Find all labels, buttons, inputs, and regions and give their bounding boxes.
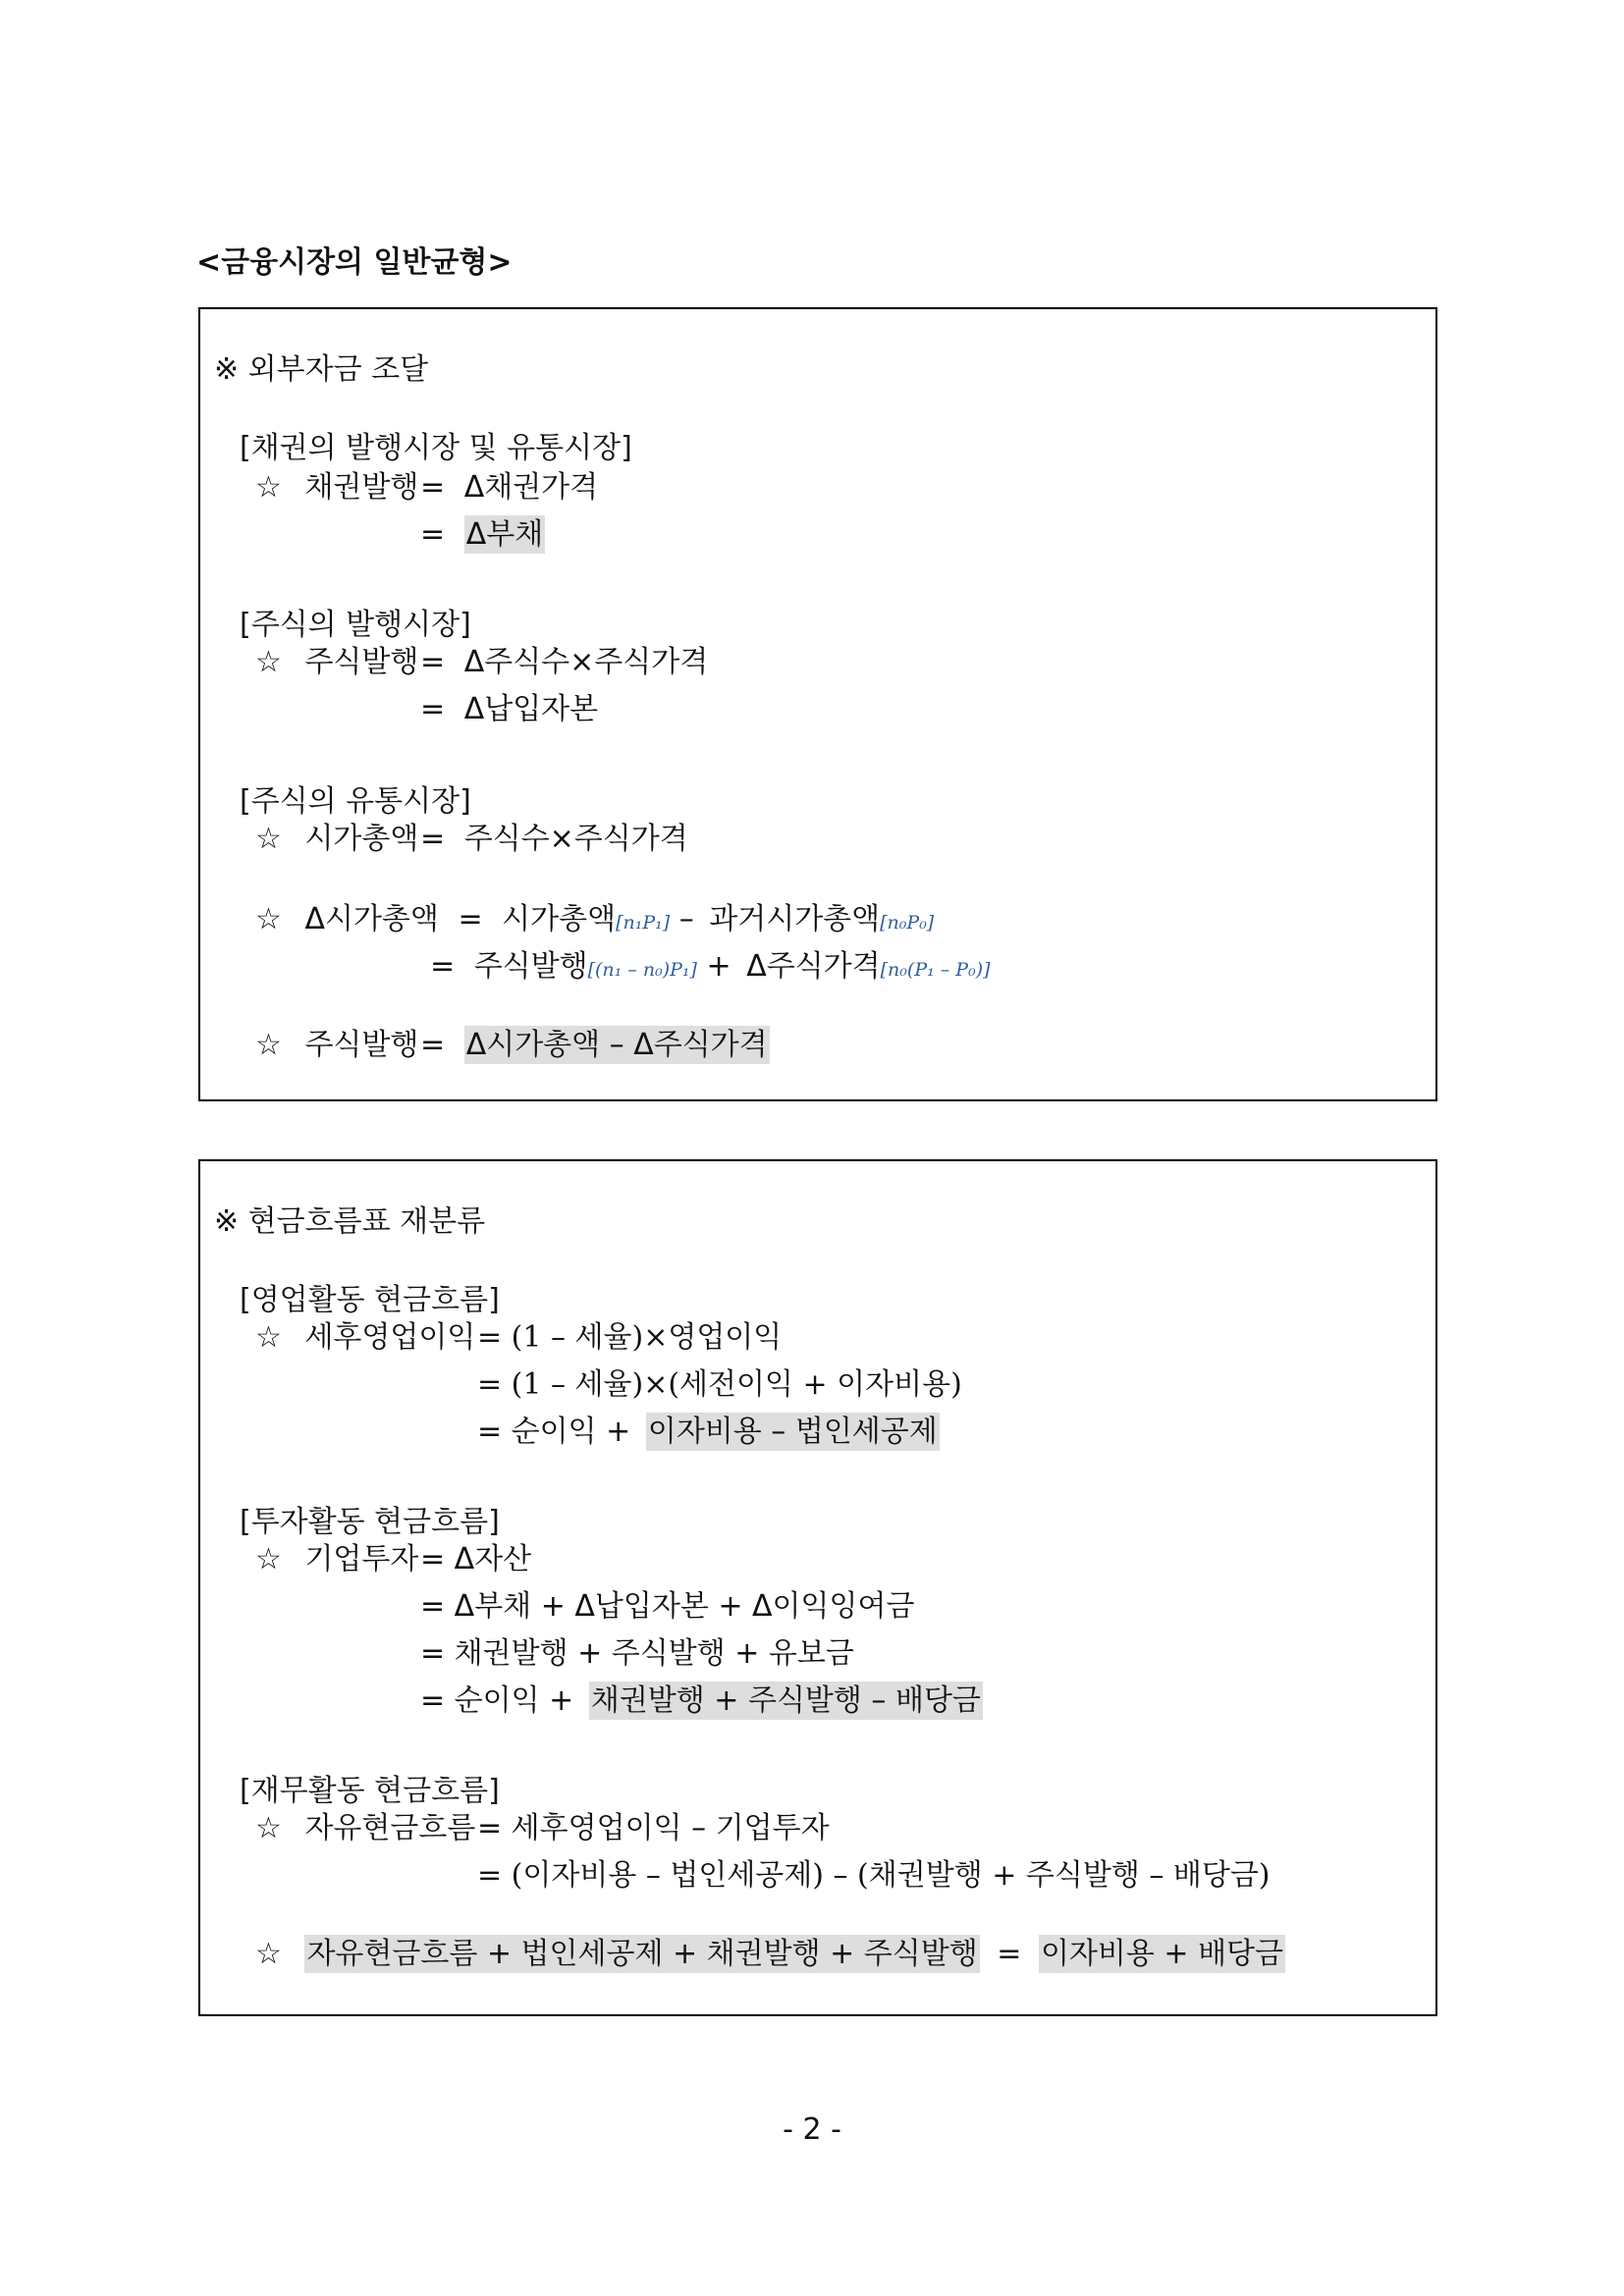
star-icon: ☆ [255, 1811, 282, 1845]
formula-subscript: [(n₁ – n₀)P₁] [587, 959, 697, 981]
formula-financing-equilibrium [255, 1935, 1285, 1974]
formula-rhs-line: = 세후영업이익 – 기업투자 [477, 1811, 830, 1845]
section-heading-bond-market: [채권의 발행시장 및 유통시장] [240, 431, 632, 465]
equals-sign: = [430, 949, 456, 984]
highlighted-term: Δ시가총액 – Δ주식가격 [465, 1028, 768, 1062]
equals-sign: = [420, 1028, 446, 1062]
formula-term: Δ주식가격 [746, 949, 881, 984]
formula-rhs-line: = (1 – 세율)×(세전이익 + 이자비용) [477, 1367, 962, 1402]
star-icon: ☆ [255, 1542, 282, 1576]
formula-subscript: [n₀(P₁ – P₀)] [880, 959, 991, 981]
formula-delta-market-cap [255, 900, 934, 942]
formula-term: 과거시가총액 [709, 902, 881, 936]
highlighted-term: 이자비용 + 배당금 [1040, 1937, 1284, 1971]
star-icon: ☆ [255, 645, 282, 679]
formula-lhs: Δ시가총액 [304, 902, 439, 936]
formula-lhs: 주식발행 [304, 1028, 419, 1062]
formula-after-tax-operating-income [255, 1318, 475, 1358]
formula-subscript: [n₀P₀] [880, 912, 935, 934]
formula-rhs-line: = Δ부채 + Δ납입자본 + Δ이익잉여금 [420, 1589, 915, 1624]
formula-corporate-investment [255, 1540, 418, 1579]
box-title-external-funding: ※ 외부자금 조달 [214, 352, 429, 387]
formula-bond-issuance [255, 468, 418, 507]
formula-stock-issuance-rhs [420, 643, 708, 682]
star-icon: ☆ [255, 902, 282, 936]
formula-rhs: 주식수×주식가격 [463, 822, 688, 856]
formula-rhs: Δ채권가격 [463, 470, 599, 505]
formula-rhs-line [420, 1682, 983, 1721]
page-title: <금융시장의 일반균형> [196, 245, 513, 280]
formula-rhs-line: = (이자비용 – 법인세공제) – (채권발행 + 주식발행 – 배당금) [477, 1858, 1271, 1893]
equals-sign: = [420, 470, 446, 505]
formula-rhs-line: = Δ자산 [420, 1542, 532, 1576]
equals-sign: = [458, 902, 483, 936]
highlighted-term: 자유현금흐름 + 법인세공제 + 채권발행 + 주식발행 [306, 1937, 978, 1971]
equals-sign: = [420, 645, 446, 679]
formula-lhs: 자유현금흐름 [304, 1811, 476, 1845]
cash-flow-reclassification-box [198, 1159, 1437, 2016]
formula-bond-liability [420, 515, 545, 555]
equals-sign: = [420, 517, 446, 552]
formula-bond-issuance-rhs [420, 468, 598, 507]
page-number: - 2 - [783, 2112, 841, 2147]
external-funding-box [198, 307, 1437, 1101]
section-heading-stock-trading-market: [주식의 유통시장] [240, 784, 471, 819]
formula-paid-in-capital [420, 690, 598, 729]
box-title-cash-flow: ※ 현금흐름표 재분류 [214, 1204, 486, 1239]
equals-sign: = [420, 822, 446, 856]
equals-sign: = [420, 692, 446, 726]
formula-market-cap-rhs [420, 820, 688, 859]
section-heading-operating-cash-flow: [영업활동 현금흐름] [240, 1283, 500, 1317]
formula-delta-market-cap-decomp [430, 947, 991, 989]
section-heading-investing-cash-flow: [투자활동 현금흐름] [240, 1505, 500, 1539]
section-heading-financing-cash-flow: [재무활동 현금흐름] [240, 1774, 500, 1808]
formula-market-cap [255, 820, 418, 859]
formula-rhs: Δ주식수×주식가격 [463, 645, 709, 679]
formula-lhs: 기업투자 [304, 1542, 419, 1576]
formula-lhs: 채권발행 [304, 470, 419, 505]
formula-stock-issuance-equilibrium-rhs [420, 1026, 770, 1065]
star-icon: ☆ [255, 822, 282, 856]
formula-rhs-line [477, 1413, 940, 1452]
formula-subscript: [n₁P₁] [616, 912, 671, 934]
formula-rhs-line: = (1 – 세율)×영업이익 [477, 1320, 783, 1355]
star-icon: ☆ [255, 1320, 282, 1355]
highlighted-term: Δ부채 [465, 517, 544, 552]
equals-sign: = [997, 1937, 1022, 1971]
formula-lhs: 시가총액 [304, 822, 419, 856]
highlighted-term: 채권발행 + 주식발행 – 배당금 [590, 1683, 981, 1718]
formula-rhs: Δ납입자본 [463, 692, 599, 726]
formula-stock-issuance [255, 643, 418, 682]
formula-term: 주식발행 [473, 949, 588, 984]
formula-lhs: 세후영업이익 [304, 1320, 476, 1355]
formula-term: 시가총액 [502, 902, 617, 936]
formula-stock-issuance-equilibrium [255, 1026, 418, 1065]
formula-term: = 순이익 + [420, 1683, 574, 1718]
formula-free-cash-flow [255, 1809, 475, 1848]
highlighted-term: 이자비용 – 법인세공제 [647, 1415, 938, 1449]
formula-term: = 순이익 + [477, 1415, 631, 1449]
formula-lhs: 주식발행 [304, 645, 419, 679]
operator: – [678, 902, 694, 936]
star-icon: ☆ [255, 1028, 282, 1062]
formula-rhs-line: = 채권발행 + 주식발행 + 유보금 [420, 1636, 854, 1671]
star-icon: ☆ [255, 1937, 282, 1971]
star-icon: ☆ [255, 470, 282, 505]
section-heading-stock-issue-market: [주식의 발행시장] [240, 608, 471, 642]
operator: + [706, 949, 731, 984]
